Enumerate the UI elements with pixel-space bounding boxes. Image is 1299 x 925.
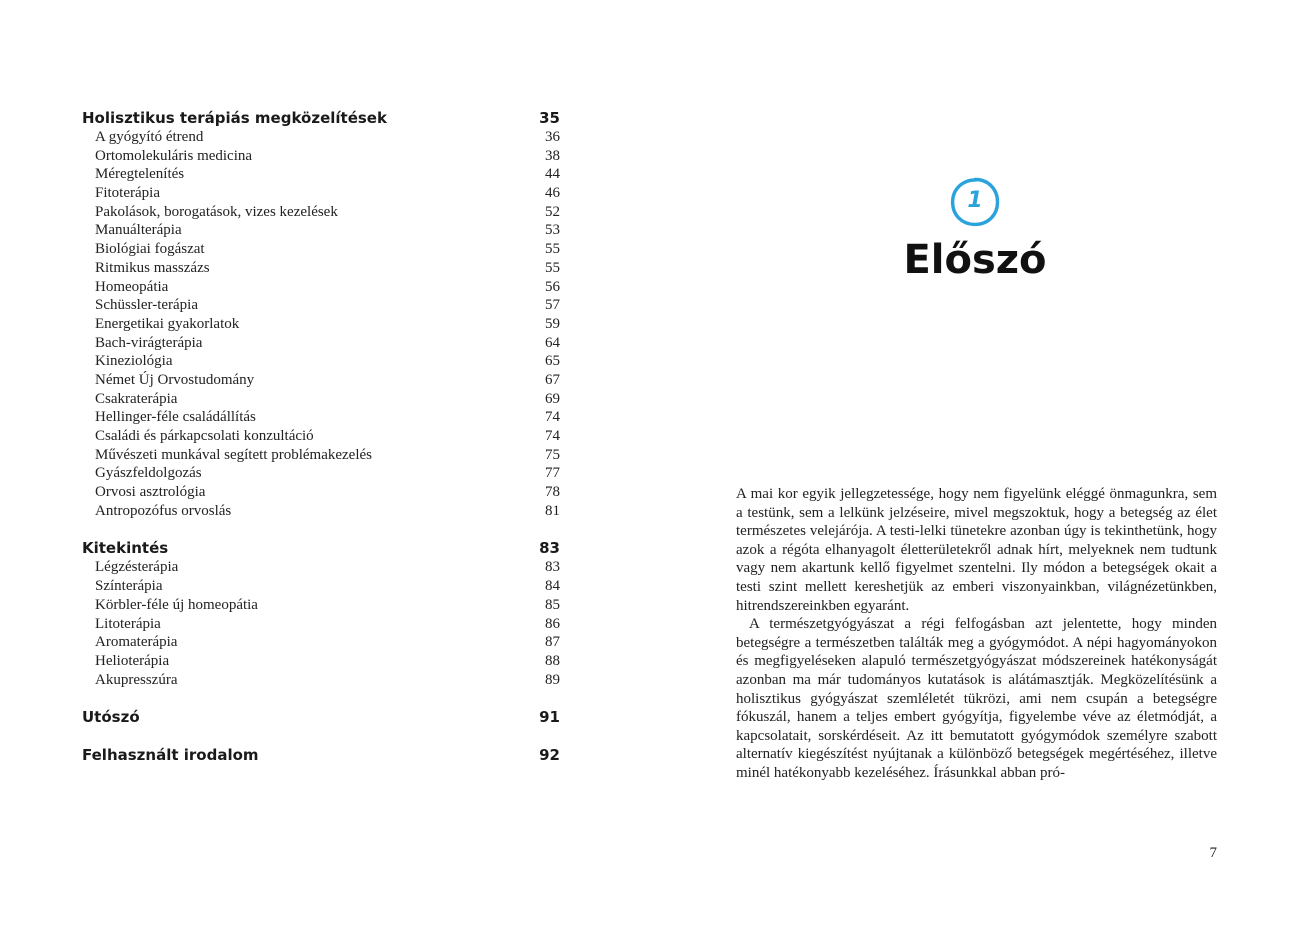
toc-entry bbox=[82, 278, 560, 297]
toc-entry-label: Légzésterápia bbox=[95, 559, 179, 576]
toc-entry-label: Akupresszúra bbox=[95, 671, 178, 688]
toc-entry-page: 69 bbox=[545, 390, 560, 407]
chapter-number-badge bbox=[949, 176, 1001, 228]
toc-entry-label: Méregtelenítés bbox=[95, 166, 185, 183]
left-page bbox=[0, 0, 649, 925]
toc-entry-page: 78 bbox=[545, 484, 560, 501]
toc-entry-label: Energetikai gyakorlatok bbox=[95, 315, 240, 332]
toc-entry bbox=[82, 596, 560, 615]
toc-section-page: 35 bbox=[539, 109, 560, 127]
toc-section-heading bbox=[82, 708, 560, 727]
toc-entry-label: Pakolások, borogatások, vizes kezelések bbox=[95, 203, 338, 220]
toc-entry-page: 89 bbox=[545, 671, 560, 688]
toc-entry-page: 57 bbox=[545, 297, 560, 314]
toc-section-title: Kitekintés bbox=[82, 539, 169, 558]
paragraph: A természetgyógyászat a régi felfogásban azt jelentette, hogy minden betegségre a természetben találták meg a gyógymódot. A népi hagyományokon és megfigyeléseken alapuló természetgyógyászat módszereinek hatékonyságát azonban ma már tudományos kutatások is alátámasztják. Megközelítésünk a holisztikus gyógyászat szemléletét tükrözi, ami nem csupán a betegségre fókuszál, hanem a teljes embert gyógyítja, figyelembe véve az életmódját, a kapcsolatait, sorskérdéseit. Az itt bemutatott gyógymódok személyre szabott alternatív kiegészítést nyújtanak a különböző betegségek megértéséhez, illetve minél hatékonyabb kezeléséhez. Írásunkkal abban pró- bbox=[736, 616, 1217, 781]
toc-entry-label: Manuálterápia bbox=[95, 222, 182, 239]
table-of-contents bbox=[82, 109, 560, 765]
chapter-title: Előszó bbox=[903, 237, 1047, 283]
toc-entry-label: Családi és párkapcsolati konzultáció bbox=[95, 428, 314, 444]
toc-entry bbox=[82, 371, 560, 390]
toc-entry-label: Antropozófus orvoslás bbox=[95, 502, 232, 519]
toc-section-title: Felhasznált irodalom bbox=[82, 746, 259, 765]
toc-entry-page: 55 bbox=[545, 259, 560, 276]
toc-entry bbox=[82, 633, 560, 652]
toc-entry bbox=[82, 558, 560, 577]
toc-entry bbox=[82, 502, 560, 521]
toc-entry-label: Gyászfeldolgozás bbox=[95, 465, 202, 482]
toc-entry-label: Schüssler-terápia bbox=[95, 297, 198, 314]
toc-entry-label: Színterápia bbox=[95, 578, 163, 595]
body-text bbox=[736, 485, 1217, 783]
toc-entry-page: 88 bbox=[545, 652, 560, 669]
toc-entry-page: 59 bbox=[545, 315, 560, 332]
toc-entry bbox=[82, 334, 560, 353]
toc-entry-label: Orvosi asztrológia bbox=[95, 484, 206, 501]
toc-entry bbox=[82, 165, 560, 184]
toc-entry-label: Homeopátia bbox=[95, 278, 169, 295]
toc-entry-page: 64 bbox=[545, 334, 560, 351]
toc-entry bbox=[82, 671, 560, 690]
toc-entry-page: 65 bbox=[545, 353, 560, 370]
toc-entry-label: Biológiai fogászat bbox=[95, 241, 205, 258]
paragraph: A mai kor egyik jellegzetessége, hogy nem figyelünk eléggé önmagunkra, sem a testünk, sem a lelkünk jelzéseire, mivel megszoktuk, hogy a betegség az élet természetes velejárója. A testi-lelki tünetekre azonban úgy is tekinthetünk, hogy azok a régóta elhanyagolt életterületekről adnak hírt, melyeknek nem tudtunk vagy nem akartunk kellő figyelmet szentelni. Ily módon a betegségek okait a testi szint mellett kereshetjük az emberi viszonyainkban, világnézetünkben, hitrendszereinkben egyaránt. bbox=[736, 486, 1217, 614]
toc-entry-label: Csakraterápia bbox=[95, 390, 178, 407]
page-number: 7 bbox=[1209, 845, 1217, 861]
toc-entry-page: 87 bbox=[545, 634, 560, 651]
toc-section-heading bbox=[82, 539, 560, 558]
toc-entry bbox=[82, 203, 560, 222]
toc-entry bbox=[82, 352, 560, 371]
toc-entry-page: 84 bbox=[545, 578, 560, 595]
toc-entry-label: Német Új Orvostudomány bbox=[95, 371, 255, 388]
toc-entry bbox=[82, 615, 560, 634]
toc-entry-label: Hellinger-féle családállítás bbox=[95, 409, 256, 426]
toc-entry-label: A gyógyító étrend bbox=[95, 129, 204, 145]
toc-entry bbox=[82, 240, 560, 259]
toc-entry bbox=[82, 446, 560, 465]
toc-entry-page: 53 bbox=[545, 222, 560, 239]
toc-entry-page: 74 bbox=[545, 409, 560, 426]
toc-entry bbox=[82, 390, 560, 409]
chapter-number: 1 bbox=[967, 188, 983, 213]
toc-section bbox=[82, 746, 560, 765]
toc-section-page: 83 bbox=[539, 539, 560, 558]
toc-section-title: Holisztikus terápiás megközelítések bbox=[82, 109, 387, 127]
toc-entry-label: Bach-virágterápia bbox=[95, 334, 203, 351]
toc-entry-page: 83 bbox=[545, 559, 560, 576]
toc-entry-label: Litoterápia bbox=[95, 615, 161, 632]
toc-entry-page: 67 bbox=[545, 371, 560, 388]
toc-entry-label: Helioterápia bbox=[95, 652, 170, 669]
toc-entry-label: Művészeti munkával segített problémakezelés bbox=[95, 446, 372, 463]
toc-entry bbox=[82, 315, 560, 334]
toc-section-heading bbox=[82, 746, 560, 765]
toc-entry-label: Fitoterápia bbox=[95, 185, 160, 202]
toc-entry-label: Ritmikus masszázs bbox=[95, 259, 210, 276]
toc-section-page: 92 bbox=[539, 746, 560, 765]
toc-entry-page: 85 bbox=[545, 596, 560, 613]
toc-section-heading bbox=[82, 109, 560, 128]
toc-entry-page: 75 bbox=[545, 446, 560, 463]
toc-entry bbox=[82, 128, 560, 147]
toc-entry-page: 55 bbox=[545, 241, 560, 258]
toc-section bbox=[82, 109, 560, 520]
toc-entry bbox=[82, 483, 560, 502]
toc-entry bbox=[82, 464, 560, 483]
toc-entry-label: Körbler-féle új homeopátia bbox=[95, 596, 258, 613]
toc-section bbox=[82, 708, 560, 727]
toc-entry-page: 81 bbox=[545, 502, 560, 519]
toc-entry-page: 44 bbox=[545, 166, 560, 183]
toc-entry-page: 74 bbox=[545, 428, 560, 444]
toc-entry-page: 36 bbox=[545, 129, 560, 145]
toc-entry-page: 86 bbox=[545, 615, 560, 632]
toc-entry-page: 38 bbox=[545, 147, 560, 164]
toc-entry bbox=[82, 652, 560, 671]
right-page bbox=[649, 0, 1299, 925]
toc-entry-page: 52 bbox=[545, 203, 560, 220]
toc-entry bbox=[82, 408, 560, 427]
toc-entry bbox=[82, 221, 560, 240]
toc-entry bbox=[82, 296, 560, 315]
toc-section-page: 91 bbox=[539, 708, 560, 727]
toc-entry-label: Aromaterápia bbox=[95, 634, 178, 651]
toc-section-title: Utószó bbox=[82, 708, 140, 727]
toc-entry bbox=[82, 427, 560, 446]
toc-entry bbox=[82, 184, 560, 203]
toc-entry bbox=[82, 147, 560, 166]
toc-entry bbox=[82, 577, 560, 596]
toc-entry bbox=[82, 259, 560, 278]
toc-entry-label: Kineziológia bbox=[95, 353, 173, 370]
toc-entry-label: Ortomolekuláris medicina bbox=[95, 147, 253, 164]
toc-entry-page: 77 bbox=[545, 465, 560, 482]
toc-section bbox=[82, 539, 560, 689]
toc-entry-page: 56 bbox=[545, 278, 560, 295]
toc-entry-page: 46 bbox=[545, 185, 560, 202]
